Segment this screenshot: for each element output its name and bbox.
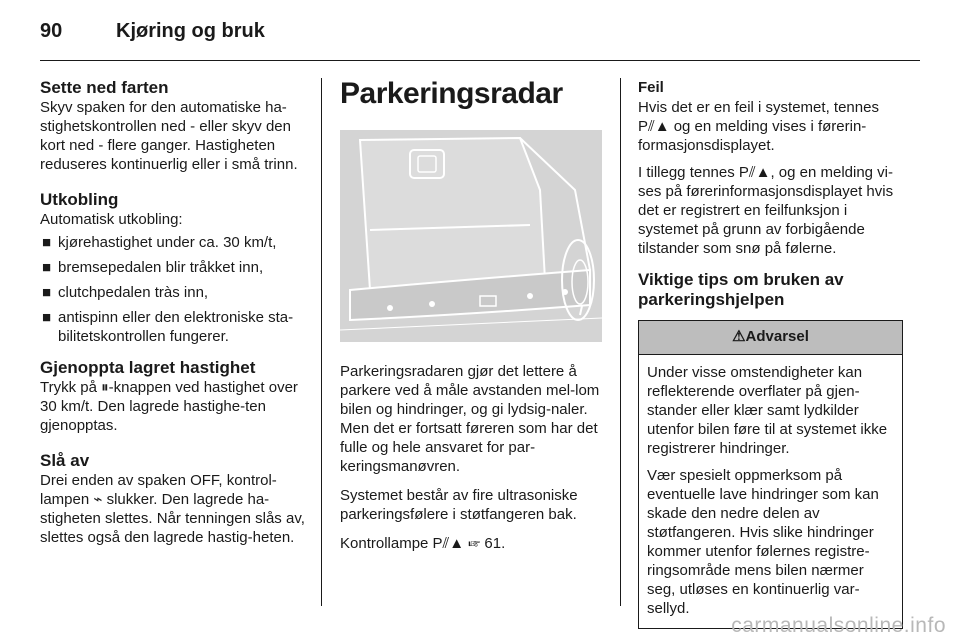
fault-paragraph-1: Hvis det er en feil i systemet, tennes P⫽▲ og en melding vises i førerin-formasjonsdisplayet. bbox=[638, 99, 879, 154]
bullet-icon: ■ bbox=[42, 284, 52, 301]
column-divider bbox=[620, 78, 621, 606]
deactivation-list bbox=[40, 233, 305, 346]
watermark: carmanualsonline.info bbox=[731, 614, 946, 637]
column-middle bbox=[340, 78, 602, 557]
section-title-deactivation: Utkobling bbox=[40, 190, 119, 209]
section-intro-deactivation: Automatisk utkobling: bbox=[40, 211, 183, 228]
sensor-description: Systemet består av fire ultrasoniske parkeringsfølere i støtfangeren bak. bbox=[340, 487, 578, 523]
column-right bbox=[638, 78, 903, 629]
list-item: ■ clutchpedalen tràs inn, bbox=[42, 284, 209, 301]
fault-paragraph-2: I tillegg tennes P⫽▲, og en melding vi-ses på førerinformasjonsdisplayet hvis det er registrert en feilfunksjon i systemet på grunn av forbigående tilstander som snø på følerne. bbox=[638, 164, 894, 257]
list-item: ■ bremsepedalen blir tråkket inn, bbox=[42, 259, 264, 276]
warning-header: ⚠Advarsel bbox=[639, 321, 902, 355]
section-body-switch-off: Drei enden av spaken OFF, kontrol-lampen ⌁ slukker. Den lagrede ha-stigheten slettes. Når tenningen slås av, slettes også den lagrede hastig-heten. bbox=[40, 472, 305, 546]
page-section-title: Parkeringsradar bbox=[340, 77, 563, 110]
section-title-switch-off: Slå av bbox=[40, 451, 90, 470]
list-item: ■ antispinn eller den elektroniske sta-bilitetskontrollen fungerer. bbox=[42, 309, 294, 345]
rear-bumper-illustration bbox=[340, 130, 602, 342]
section-body-slow-down: Skyv spaken for den automatiske ha-stighetskontrollen ned - eller skyv den kort ned - flere ganger. Hastigheten reduseres kontinuerlig eller i små trinn. bbox=[40, 99, 298, 173]
warning-body bbox=[639, 355, 902, 628]
control-lamp-reference: Kontrollampe P⫽▲ ☞ 61. bbox=[340, 535, 506, 552]
section-title-tips: Viktige tips om bruken av parkeringshjelpen bbox=[638, 270, 844, 309]
column-left bbox=[40, 78, 305, 551]
bullet-icon: ■ bbox=[42, 309, 52, 326]
section-body-resume: Trykk på ⏸-knappen ved hastighet over 30 km/t. Den lagrede hastighe-ten gjenopptas. bbox=[40, 379, 298, 434]
warning-paragraph-2: Vær spesielt oppmerksom på eventuelle lave hindringer som kan skade den nedre delen av støtfangeren. Hvis slike hindringer kommer utenfor følernes registre-ringsområde mens bilen nærmer seg, utløses en kontinuerlig var-sellyd. bbox=[647, 467, 879, 617]
page-header bbox=[40, 14, 920, 54]
section-title-resume: Gjenoppta lagret hastighet bbox=[40, 358, 256, 377]
parking-radar-description: Parkeringsradaren gjør det lettere å parkere ved å måle avstanden mel-lom bilen og hindringer, og gi lydsig-naler. Men det er fortsatt føreren som har det fulle og hele ansvaret for par-keringsmanøvren. bbox=[340, 363, 600, 475]
section-title-fault: Feil bbox=[638, 79, 664, 96]
warning-paragraph-1: Under visse omstendigheter kan reflekterende overflater på gjen-stander eller klær samt lydkilder utenfor bilen føre til at systemet ikke registrerer hindringer. bbox=[647, 364, 888, 457]
header-divider bbox=[40, 60, 920, 61]
bullet-icon: ■ bbox=[42, 259, 52, 276]
page-number: 90 bbox=[40, 20, 63, 42]
section-title-slow-down: Sette ned farten bbox=[40, 78, 169, 97]
warning-box bbox=[638, 320, 903, 629]
column-divider bbox=[321, 78, 322, 606]
bullet-icon: ■ bbox=[42, 234, 52, 251]
chapter-title: Kjøring og bruk bbox=[116, 20, 265, 42]
list-item: ■ kjørehastighet under ca. 30 km/t, bbox=[42, 234, 277, 251]
